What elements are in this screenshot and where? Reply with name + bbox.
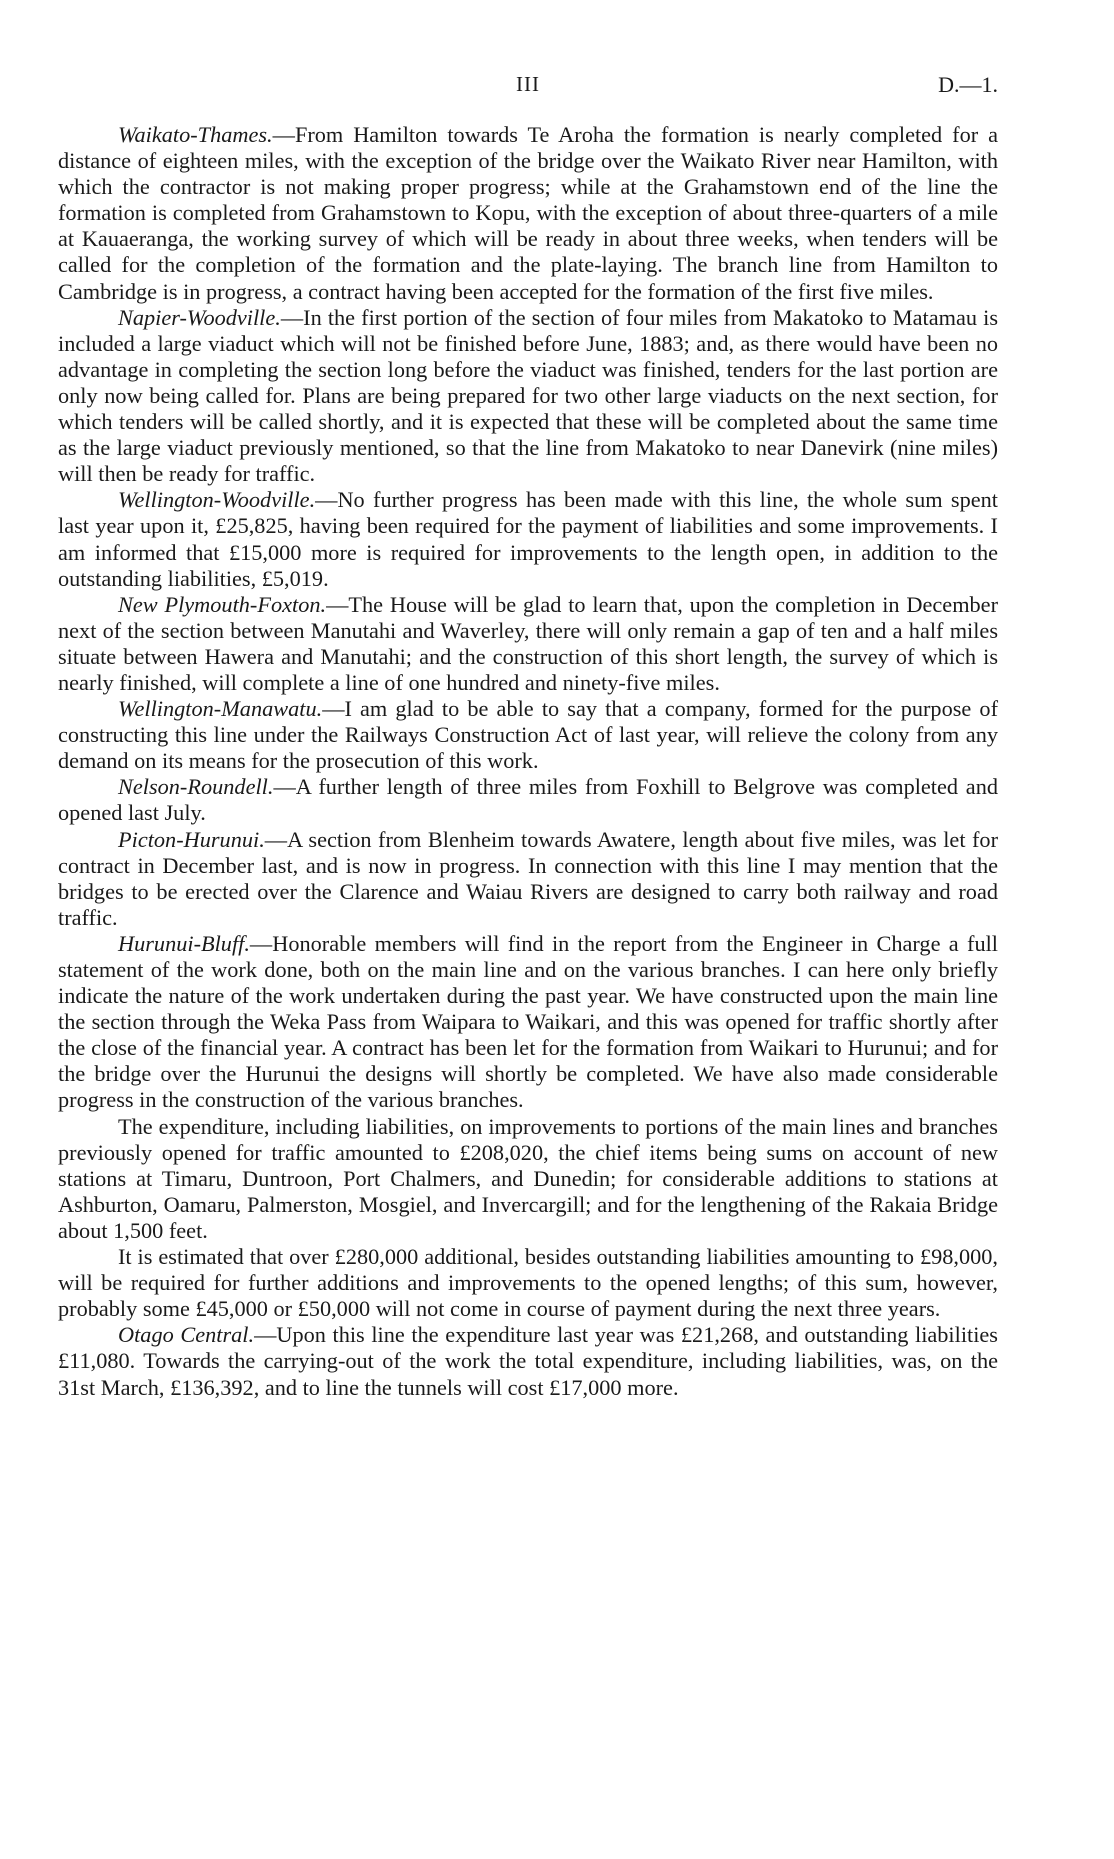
paragraph-heading: New Plymouth-Foxton. [118,591,327,617]
paragraph-hurunui-bluff [58,931,998,1114]
paragraph-picton-hurunui [58,827,998,931]
page-header [58,72,998,106]
paragraph-heading: Wellington-Woodville. [118,487,316,513]
document-reference: D.—1. [938,72,998,97]
paragraph-text: It is estimated that over £280,000 additional, besides outstanding liabilities amounting to £98,000, will be required for further additions and improvements to the opened lengths; of this sum, however, probably some £45,000 or £50,000 will not come in course of payment during the next three years. [58,1244,998,1322]
paragraph-waikato-thames [58,122,998,305]
paragraph-nelson-roundell [58,774,998,826]
paragraph-text: The expenditure, including liabilities, on improvements to portions of the main lines and branches previously opened for traffic amounted to £208,020, the chief items being sums on account of new stations at Timaru, Duntroon, Port Chalmers, and Dunedin; for considerable additions to stations at Ashburton, Oamaru, Palmerston, Mosgiel, and Invercargill; and for the lengthening of the Rakaia Bridge about 1,500 feet. [58,1113,998,1243]
paragraph-heading: Picton-Hurunui. [118,826,265,852]
paragraph-new-plymouth-foxton [58,592,998,696]
paragraph-additional-estimate [58,1244,998,1322]
paragraph-wellington-woodville [58,487,998,591]
paragraph-text: —A section from Blenheim towards Awatere, length about five miles, was let for contract in December last, and is now in progress. In connection with this line I may mention that the bridges to be erected over the Clarence and Waiau Rivers are designed to carry both railway and road traffic. [58,826,998,930]
paragraph-text: —Honorable members will find in the report from the Engineer in Charge a full statement of the work done, both on the main line and on the various branches. I can here only briefly indicate the nature of the work undertaken during the past year. We have constructed upon the main line the section through the Weka Pass from Waipara to Waikari, and this was opened for traffic shortly after the close of the financial year. A contract has been let for the formation from Waikari to Hurunui; and for the bridge over the Hurunui the designs will shortly be completed. We have also made considerable progress in the construction of the various branches. [58,930,998,1113]
paragraph-heading: Napier-Woodville. [118,304,281,330]
paragraph-heading: Nelson-Roundell. [118,774,274,800]
page-number: III [516,72,540,96]
paragraph-heading: Hurunui-Bluff. [118,930,250,956]
paragraph-text: —From Hamilton towards Te Aroha the formation is nearly completed for a distance of eighteen miles, with the exception of the bridge over the Waikato River near Hamilton, with which the contractor is not making proper progress; while at the Grahamstown end of the line the formation is completed from Grahamstown to Kopu, with the exception of about three-quarters of a mile at Kauaeranga, the working survey of which will be ready in about three weeks, when tenders will be called for the completion of the formation and the plate-laying. The branch line from Hamilton to Cambridge is in progress, a contract having been accepted for the formation of the first five miles. [58,122,998,304]
paragraph-text: —A further length of three miles from Foxhill to Belgrove was completed and opened last July. [58,774,998,826]
paragraph-text: —No further progress has been made with this line, the whole sum spent last year upon it, £25,825, having been required for the payment of liabilities and some improvements. I am informed that £15,000 more is required for improvements to the length open, in addition to the outstanding liabilities, £5,019. [58,487,998,591]
paragraph-napier-woodville [58,305,998,488]
paragraph-text: —I am glad to be able to say that a company, formed for the purpose of constructing this line under the Railways Construction Act of last year, will relieve the colony from any demand on its means for the prosecution of this work. [58,696,998,774]
paragraph-text: —The House will be glad to learn that, upon the completion in December next of the section between Manutahi and Waverley, there will only remain a gap of ten and a half miles situate between Hawera and Manutahi; and the construction of this short length, the survey of which is nearly finished, will complete a line of one hundred and ninety-five miles. [58,591,999,695]
paragraph-heading: Waikato-Thames. [118,122,273,147]
body-text [58,122,998,1401]
paragraph-improvements-expenditure [58,1114,998,1244]
paragraph-otago-central [58,1322,998,1400]
paragraph-text: —Upon this line the expenditure last year was £21,268, and outstanding liabilities £11,080. Towards the carrying-out of the work the total expenditure, including liabilities, was, on the 31st March, £136,392, and to line the tunnels will cost £17,000 more. [58,1322,998,1400]
paragraph-wellington-manawatu [58,696,998,774]
paragraph-heading: Wellington-Manawatu. [118,696,323,722]
paragraph-heading: Otago Central. [118,1322,255,1348]
paragraph-text: —In the first portion of the section of four miles from Makatoko to Matamau is included a large viaduct which will not be finished before June, 1883; and, as there would have been no advantage in completing the section long before the viaduct was finished, tenders for the last portion are only now being called for. Plans are being prepared for two other large viaducts on the next section, for which tenders will be called shortly, and it is expected that these will be completed about the same time as the large viaduct previously mentioned, so that the line from Makatoko to near Danevirk (nine miles) will then be ready for traffic. [58,304,998,487]
